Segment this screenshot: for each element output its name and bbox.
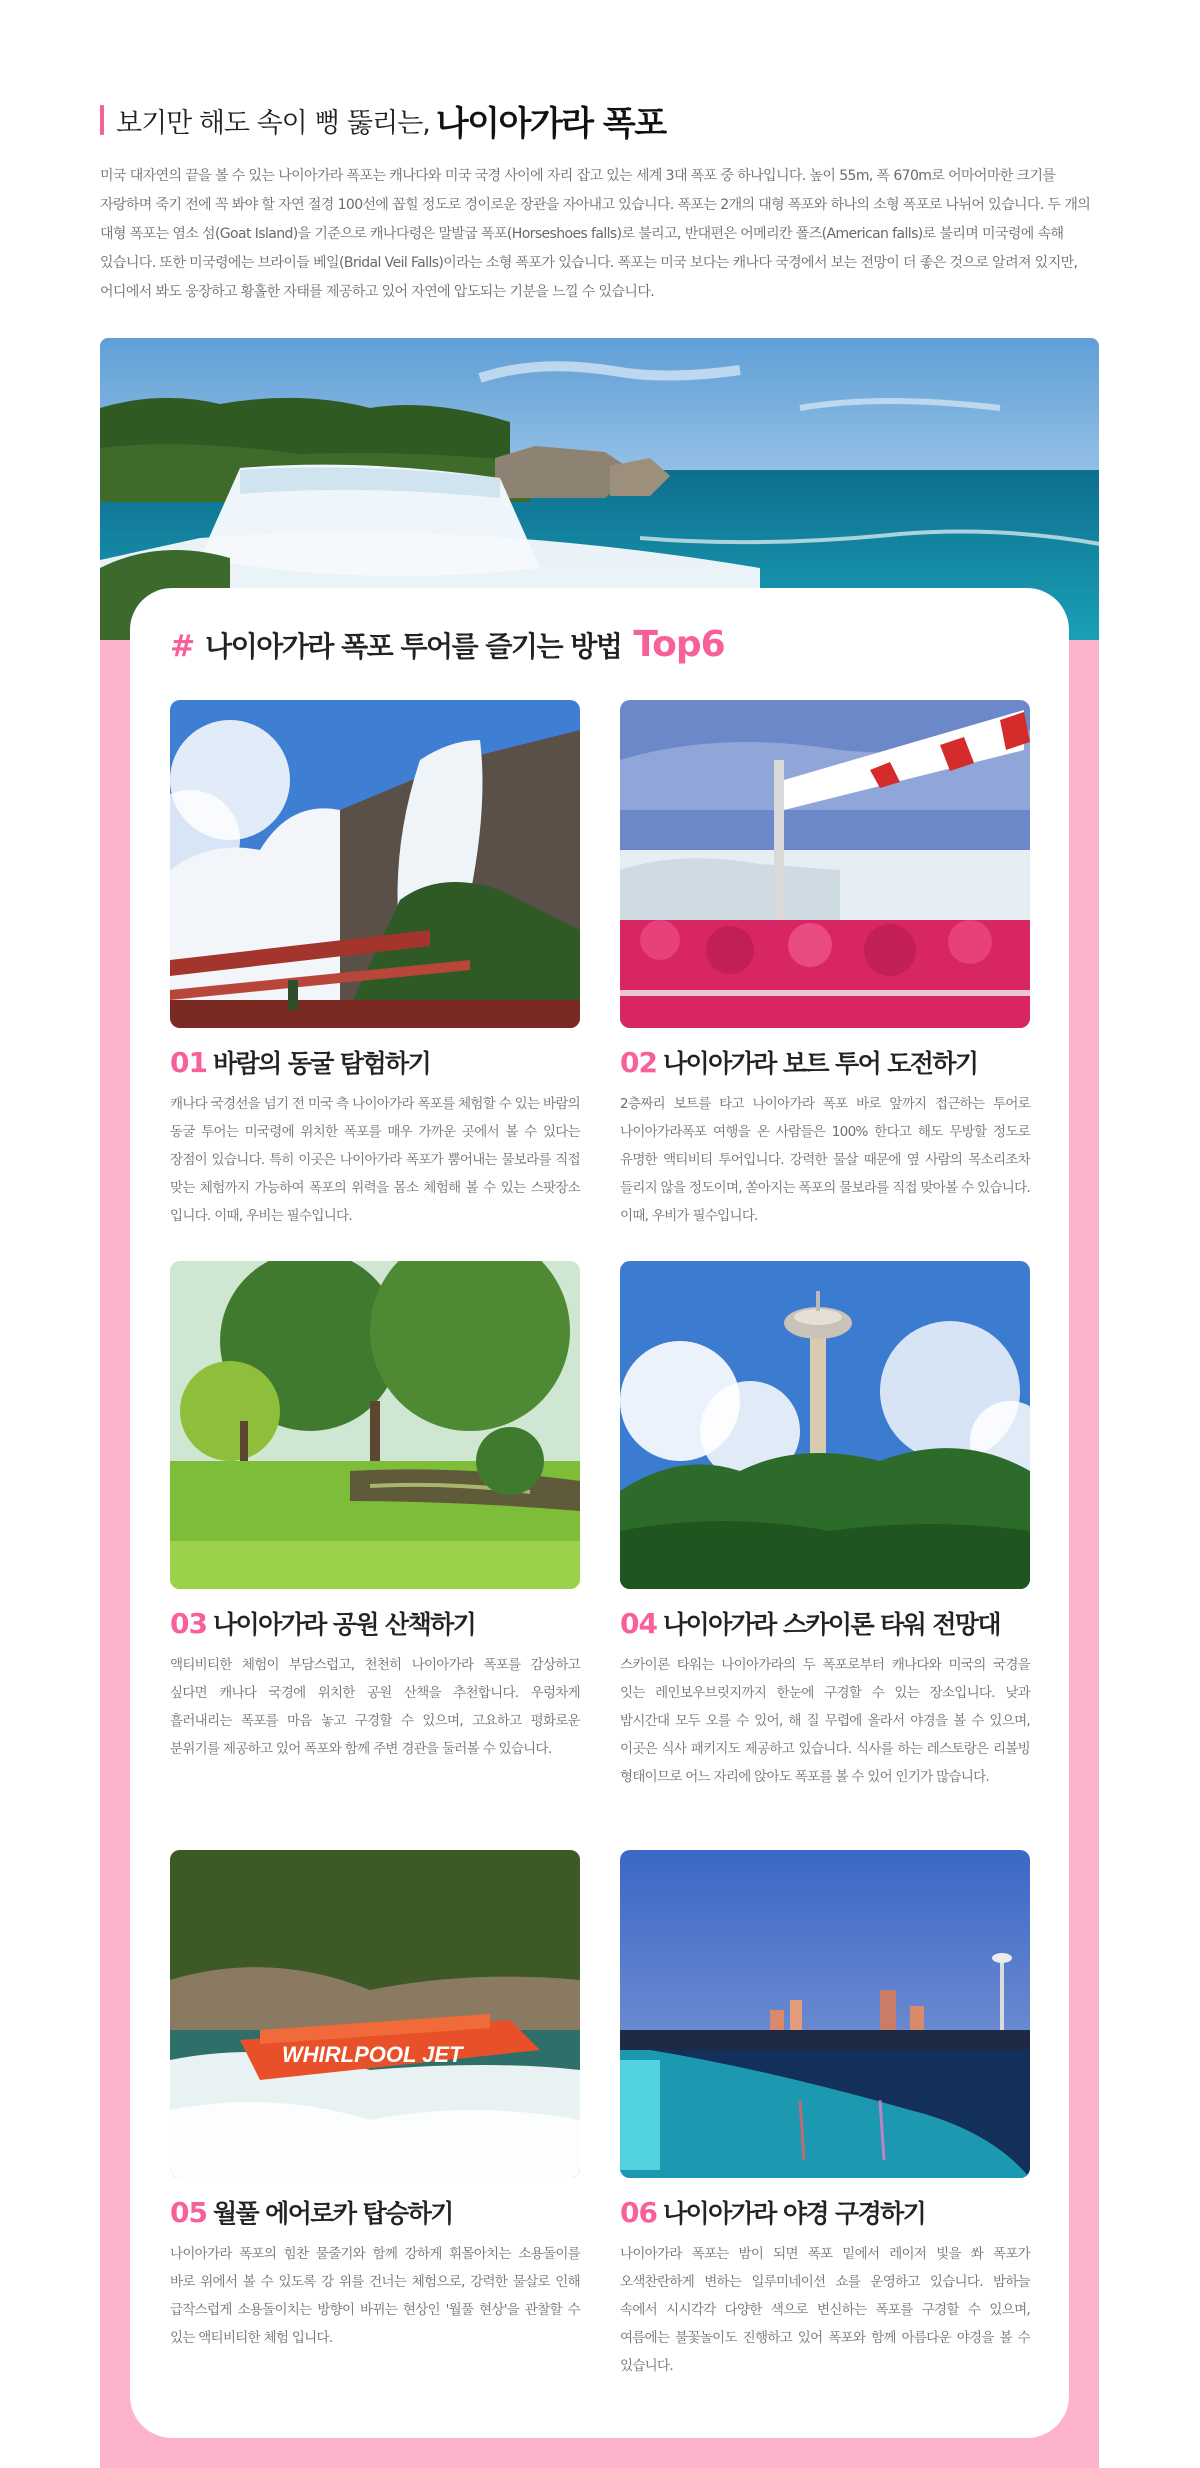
item-title [170,1605,580,1641]
item-title [620,1044,1030,1080]
item-skylon-tower [620,1261,1030,1791]
photo-night-view [620,1850,1030,2178]
item-number: 02 [620,1046,657,1079]
photo-boat-tour [620,700,1030,1028]
item-description: 나이아가라 폭포는 밤이 되면 폭포 밑에서 레이저 빛을 쏴 폭포가 오색찬란하게 변하는 일루미네이션 쇼를 운영하고 있습니다. 밤하늘 속에서 시시각각 다양한 색으로 변신하는 폭포를 구경할 수 있으며, 여름에는 불꽃놀이도 진행하고 있어 폭포와 함께 아름다운 야경을 볼 수 있습니다. [620,2246,1030,2374]
card-title [170,624,725,665]
item-description: 스카이론 타워는 나이아가라의 두 폭포로부터 캐나다와 미국의 국경을 잇는 레인보우브릿지까지 한눈에 구경할 수 있는 장소입니다. 낮과 밤시간대 모두 오를 수 있어, 해 질 무렵에 올라서 야경을 볼 수 있으며, 이곳은 식사 패키지도 제공하고 있습니다. 식사를 하는 레스토랑은 리볼빙 형태이므로 어느 자리에 앉아도 폭포를 볼 수 있어 인기가 많습니다. [620,1657,1030,1785]
item-boat-tour [620,700,1030,1230]
photo-park-walk [170,1261,580,1589]
item-number: 06 [620,2196,657,2229]
item-whirlpool [170,1850,580,2352]
item-description: 나이아가라 폭포의 힘찬 물줄기와 함께 강하게 휘몰아치는 소용돌이를 바로 위에서 볼 수 있도록 강 위를 건너는 체험으로, 강력한 물살로 인해 급작스럽게 소용돌이치는 방향이 바뀌는 현상인 '월풀 현상'을 관찰할 수 있는 액티비티한 체험 입니다. [170,2246,580,2346]
item-number: 03 [170,1607,207,1640]
item-title [620,2194,1030,2230]
hash-mark: # [170,629,196,664]
item-title [620,1605,1030,1641]
item-title [170,2194,580,2230]
item-title [170,1044,580,1080]
item-name: 나이아가라 스카이론 타워 전망대 [662,1610,1000,1639]
heading-title: 나이아가라 폭포 [435,103,666,144]
item-name: 월풀 에어로카 탑승하기 [212,2199,453,2228]
item-name: 나이아가라 보트 투어 도전하기 [662,1049,978,1078]
photo-whirlpool-jet [170,1850,580,2178]
item-description: 액티비티한 체험이 부담스럽고, 천천히 나이아가라 폭포를 감상하고 싶다면 캐나다 국경에 위치한 공원 산책을 추천합니다. 우렁차게 흘러내리는 폭포를 마음 놓고 구경할 수 있으며, 고요하고 평화로운 분위기를 제공하고 있어 폭포와 함께 주변 경관을 둘러볼 수 있습니다. [170,1657,580,1757]
item-name: 바람의 동굴 탐험하기 [212,1049,431,1078]
item-park-walk [170,1261,580,1763]
item-description: 캐나다 국경선을 넘기 전 미국 측 나이아가라 폭포를 체험할 수 있는 바람의 동굴 투어는 미국령에 위치한 폭포를 매우 가까운 곳에서 볼 수 있다는 장점이 있습니다. 특히 이곳은 나이아가라 폭포가 뿜어내는 물보라를 직접 맞는 체험까지 가능하여 폭포의 위력을 몸소 체험해 볼 수 있는 스팟장소 입니다. 이때, 우비는 필수입니다. [170,1096,580,1224]
heading-accent-bar [100,105,104,135]
card-title-text: 나이아가라 폭포 투어를 즐기는 방법 [205,630,622,663]
item-night-view [620,1850,1030,2380]
photo-cave-of-winds [170,700,580,1028]
item-name: 나이아가라 공원 산책하기 [212,1610,476,1639]
photo-skylon-tower [620,1261,1030,1589]
intro-paragraph: 미국 대자연의 끝을 볼 수 있는 나이아가라 폭포는 캐나다와 미국 국경 사이에 자리 잡고 있는 세계 3대 폭포 중 하나입니다. 높이 55m, 폭 670m로 어마어마한 크기를 자랑하며 죽기 전에 꼭 봐야 할 자연 절경 100선에 꼽힐 정도로 경이로운 장관을 자아내고 있습니다. 폭포는 2개의 대형 폭포와 하나의 소형 폭포로 나뉘어 있습니다. 두 개의 대형 폭포는 염소 섬(Goat Island)을 기준으로 캐나다령은 말발굽 폭포(Horseshoes falls)로 불리고, 반대편은 어메리칸 폴즈(American falls)로 불리며 미국령에 속해 있습니다. 또한 미국령에는 브라이들 베일(Bridal Veil Falls)이라는 소형 폭포가 있습니다. 폭포는 미국 보다는 캐나다 국경에서 보는 전망이 더 좋은 것으로 알려져 있지만, 어디에서 봐도 웅장하고 황홀한 자태를 제공하고 있어 자연에 압도되는 기분을 느낄 수 있습니다. [100,168,1091,300]
heading-prefix: 보기만 해도 속이 뻥 뚫리는, [116,107,430,139]
whirlpool-sign: WHIRLPOOL JET [282,2042,463,2067]
item-description: 2층짜리 보트를 타고 나이아가라 폭포 바로 앞까지 접근하는 투어로 나이아가라폭포 여행을 온 사람들은 100% 한다고 해도 무방할 정도로 유명한 액티비티 투어입니다. 강력한 물살 때문에 옆 사람의 목소리조차 들리지 않을 정도이며, 쏟아지는 폭포의 물보라를 직접 맞아볼 수 있습니다. 이때, 우비가 필수입니다. [620,1096,1030,1224]
section-heading [100,96,666,144]
item-number: 01 [170,1046,207,1079]
item-cave-of-winds [170,700,580,1230]
item-number: 05 [170,2196,207,2229]
top6-badge: Top6 [633,624,725,665]
item-number: 04 [620,1607,657,1640]
item-name: 나이아가라 야경 구경하기 [662,2199,926,2228]
top6-card [130,588,1069,2438]
